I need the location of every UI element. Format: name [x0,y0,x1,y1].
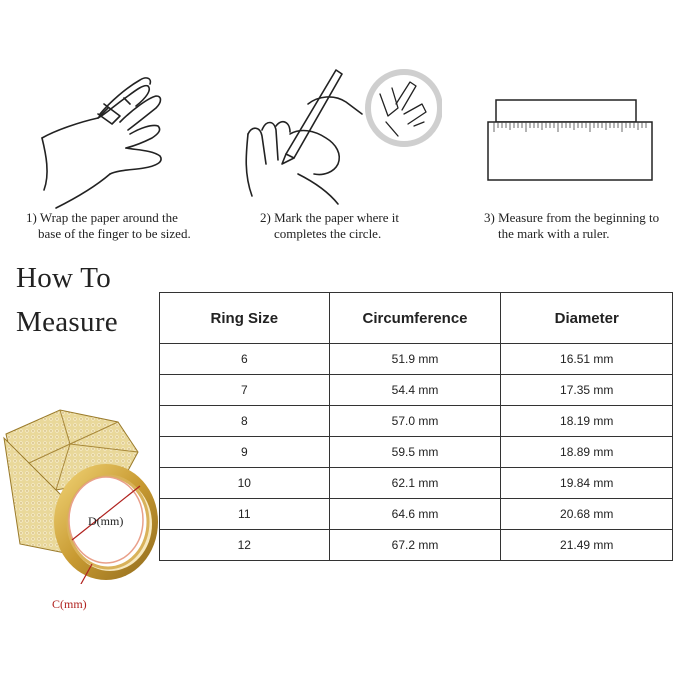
cell-diameter: 17.35 mm [501,375,673,406]
cell-circumference: 59.5 mm [329,437,501,468]
cell-circumference: 54.4 mm [329,375,501,406]
table-header-row [160,293,673,344]
step-3-caption [484,210,659,242]
cell-circumference: 62.1 mm [329,468,501,499]
cell-diameter: 16.51 mm [501,344,673,375]
ring-illustration [0,404,160,584]
step-2-line-2: completes the circle. [274,226,382,241]
step-1-line-1: 1) Wrap the paper around the [26,210,178,225]
diameter-label: D(mm) [88,514,124,528]
table-row [160,530,673,561]
cell-circumference: 64.6 mm [329,499,501,530]
header-diameter: Diameter [501,293,673,344]
step-1-caption [26,210,191,242]
cell-diameter: 21.49 mm [501,530,673,561]
table-row [160,344,673,375]
cell-size: 9 [160,437,330,468]
pen-mark-icon [238,64,442,208]
header-ring-size: Ring Size [160,293,330,344]
table-row [160,468,673,499]
step-2-caption [260,210,399,242]
table-row [160,499,673,530]
cell-size: 11 [160,499,330,530]
table-row [160,375,673,406]
table-row [160,406,673,437]
cell-size: 6 [160,344,330,375]
step-1-line-2: base of the finger to be sized. [38,226,191,241]
hand-wrap-icon [36,74,166,210]
step-2-line-1: 2) Mark the paper where it [260,210,399,225]
cell-size: 12 [160,530,330,561]
header-circumference: Circumference [329,293,501,344]
heading-line-2: Measure [16,306,118,338]
cell-circumference: 67.2 mm [329,530,501,561]
cell-circumference: 57.0 mm [329,406,501,437]
cell-diameter: 20.68 mm [501,499,673,530]
ring-size-table [159,292,673,561]
cell-diameter: 18.89 mm [501,437,673,468]
step-3-line-2: the mark with a ruler. [498,226,610,241]
cell-diameter: 19.84 mm [501,468,673,499]
circumference-label: C(mm) [52,597,87,611]
ruler-icon [486,98,654,184]
cell-circumference: 51.9 mm [329,344,501,375]
cell-diameter: 18.19 mm [501,406,673,437]
step-3-line-1: 3) Measure from the beginning to [484,210,660,225]
cell-size: 8 [160,406,330,437]
cell-size: 7 [160,375,330,406]
table-row [160,437,673,468]
cell-size: 10 [160,468,330,499]
heading-line-1: How To [16,262,112,294]
